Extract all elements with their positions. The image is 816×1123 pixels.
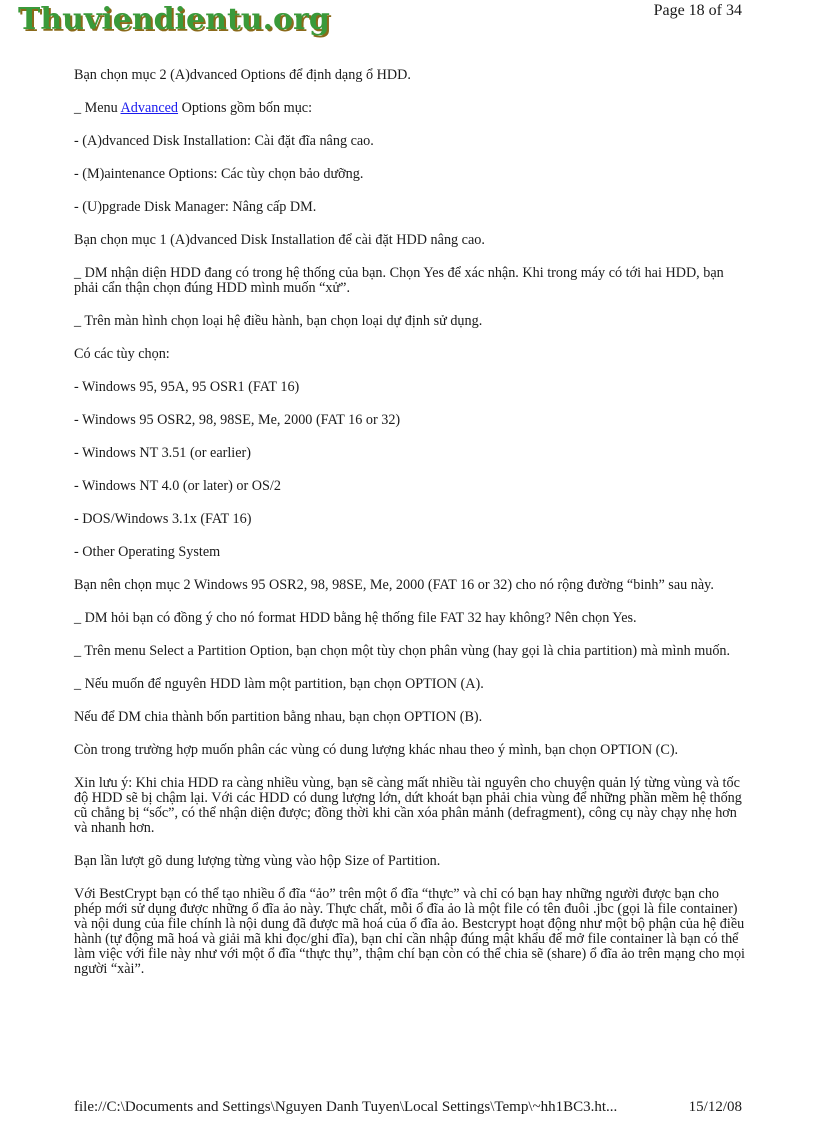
paragraph: - (U)pgrade Disk Manager: Nâng cấp DM. [74,199,317,215]
page-number: Page 18 of 34 [653,2,742,19]
paragraph-menu [74,101,746,116]
list-item: - Windows NT 4.0 (or later) or OS/2 [74,478,281,494]
list-item: - Windows 95 OSR2, 98, 98SE, Me, 2000 (FAT 16 or 32) [74,412,401,428]
advanced-link[interactable]: Advanced [120,100,179,116]
paragraph: Bạn chọn mục 2 (A)dvanced Options để định dạng ổ HDD. [74,67,411,83]
paragraph: Bạn nên chọn mục 2 Windows 95 OSR2, 98, 98SE, Me, 2000 (FAT 16 or 32) cho nó rộng đường “binh” sau này. [74,577,714,593]
paragraph: Bạn lần lượt gõ dung lượng từng vùng vào hộp Size of Partition. [74,853,441,869]
paragraph: _ Nếu muốn để nguyên HDD làm một partition, bạn chọn OPTION (A). [74,676,484,692]
paragraph: - (M)aintenance Options: Các tùy chọn bảo dưỡng. [74,166,364,182]
document-body [74,68,746,995]
paragraph: Nếu để DM chia thành bốn partition bằng nhau, bạn chọn OPTION (B). [74,709,483,725]
paragraph: _ DM hỏi bạn có đồng ý cho nó format HDD bằng hệ thống file FAT 32 hay không? Nên chọn Yes. [74,610,637,626]
paragraph: Còn trong trường hợp muốn phân các vùng có dung lượng khác nhau theo ý mình, bạn chọn OPTION (C). [74,742,679,758]
paragraph: Xin lưu ý: Khi chia HDD ra càng nhiều vùng, bạn sẽ càng mất nhiều tài nguyên cho chuyện quản lý từng vùng và tốc độ HDD sẽ bị chậm lại. Với các HDD có dung lượng lớn, dứt khoát bạn phải chia vùng để những phần mềm hệ thống cũ chẳng bị “sốc”, có thể nhận diện được; đồng thời khi cần xóa phân mảnh (defragment), công cụ này chạy nhẹ hơn và nhanh hơn. [74,775,742,836]
paragraph: Có các tùy chọn: [74,346,170,362]
menu-text-before: _ Menu [74,100,121,116]
list-item: - DOS/Windows 3.1x (FAT 16) [74,511,252,527]
paragraph: - (A)dvanced Disk Installation: Cài đặt đĩa nâng cao. [74,133,374,149]
paragraph: _ Trên menu Select a Partition Option, bạn chọn một tùy chọn phân vùng (hay gọi là chia partition) mà mình muốn. [74,643,731,659]
print-date: 15/12/08 [688,1099,742,1115]
site-logo: Thuviendientu.org [18,2,330,37]
list-item: - Windows NT 3.51 (or earlier) [74,445,251,461]
paragraph: Với BestCrypt bạn có thể tạo nhiều ổ đĩa “ảo” trên một ổ đĩa “thực” và chỉ có bạn hay những người được bạn cho phép mới sử dụng được những ổ đĩa ảo này. Thực chất, mỗi ổ đĩa ảo là một file có tên đuôi .jbc (gọi là file container) và nội dung của file chính là nội dung đã được mã hoá của ổ đĩa ảo. Bestcrypt hoạt động như một bộ phận của hệ điều hành (tự động mã hoá và giải mã khi đọc/ghi đĩa), bạn chỉ cần nhập đúng mật khẩu để mở file container là bạn có thể làm việc với file này như với một ổ đĩa “thực thụ”, thậm chí bạn còn có thể chia sẽ (share) ổ đĩa ảo trên mạng cho mọi người “xài”. [74,886,745,977]
list-item: - Windows 95, 95A, 95 OSR1 (FAT 16) [74,379,300,395]
paragraph: _ DM nhận diện HDD đang có trong hệ thống của bạn. Chọn Yes để xác nhận. Khi trong máy có tới hai HDD, bạn phải cẩn thận chọn đúng HDD mình muốn “xử”. [74,265,724,296]
paragraph: Bạn chọn mục 1 (A)dvanced Disk Installation để cài đặt HDD nâng cao. [74,232,485,248]
menu-text-after: Options gồm bốn mục: [178,100,313,116]
paragraph: _ Trên màn hình chọn loại hệ điều hành, bạn chọn loại dự định sử dụng. [74,313,483,329]
page-footer [74,1099,742,1116]
file-path: file://C:\Documents and Settings\Nguyen Danh Tuyen\Local Settings\Temp\~hh1BC3.ht... [74,1099,618,1115]
list-item: - Other Operating System [74,544,221,560]
